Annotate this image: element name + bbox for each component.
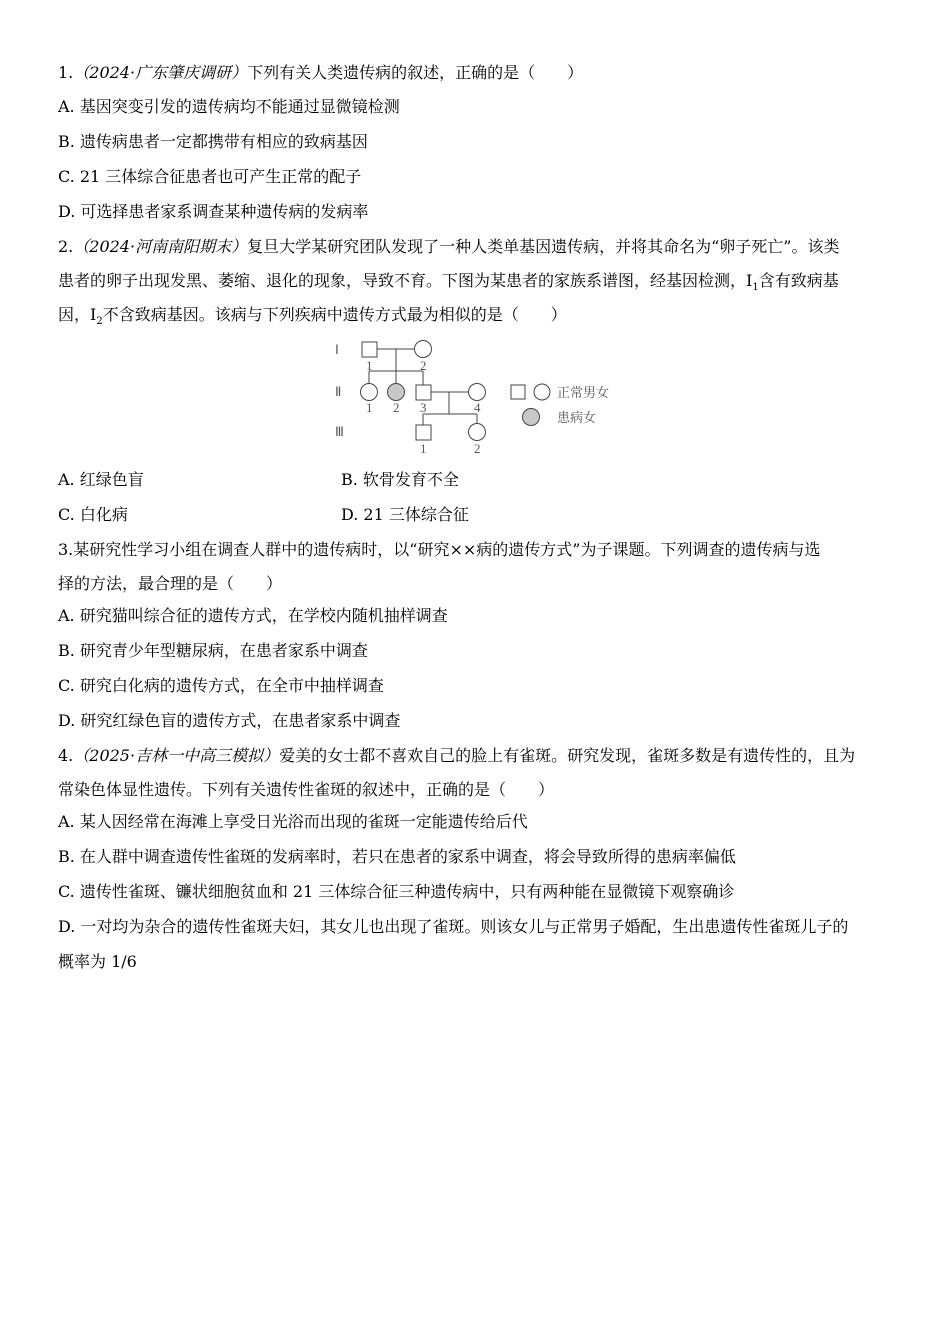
gen3-male-1 <box>416 425 431 440</box>
question-1-number: 1. <box>58 63 74 82</box>
svg-text:2: 2 <box>420 358 427 373</box>
svg-text:1: 1 <box>366 358 373 373</box>
question-1-option-b: B. 遗传病患者一定都携带有相应的致病基因 <box>58 132 368 151</box>
question-1-source: （2024·广东肇庆调研） <box>73 63 248 82</box>
question-2-text-line1: 复旦大学某研究团队发现了一种人类单基因遗传病，并将其命名为“卵子死亡”。该类 <box>247 237 840 256</box>
legend-normal-label: 正常男女 <box>557 385 610 400</box>
question-1-option-d: D. 可选择患者家系调查某种遗传病的发病率 <box>58 202 369 221</box>
question-4-option-d: D. 一对均为杂合的遗传性雀斑夫妇，其女儿也出现了雀斑。则该女儿与正常男子婚配，生出患遗传性雀斑儿子的 <box>58 917 849 936</box>
question-1-text: 下列有关人类遗传病的叙述，正确的是（ ） <box>247 63 584 82</box>
legend-affected-female-icon <box>523 409 540 426</box>
question-4-text-line1: 爱美的女士都不喜欢自己的脸上有雀斑。研究发现，雀斑多数是有遗传性的，且为 <box>279 746 856 765</box>
svg-text:4: 4 <box>474 400 481 415</box>
question-2-option-c: C. 白化病 <box>58 505 128 524</box>
question-2-text-line3: 因，$Ⅰ_2$不含致病基因。该病与下列疾病中遗传方式最为相似的是（ ） <box>58 305 567 328</box>
gen1-female-2 <box>415 341 432 358</box>
gen3-female-2 <box>469 424 486 441</box>
question-4-option-b: B. 在人群中调查遗传性雀斑的发病率时，若只在患者的家系中调查，将会导致所得的患病率偏低 <box>58 847 736 866</box>
legend-normal-male-icon <box>511 385 525 399</box>
question-4-source: （2025·吉林一中高三模拟） <box>73 746 280 765</box>
question-2-option-a: A. 红绿色盲 <box>58 470 144 489</box>
question-2-number: 2. <box>58 237 74 256</box>
question-3-option-c: C. 研究白化病的遗传方式，在全市中抽样调查 <box>58 676 384 695</box>
question-3-option-a: A. 研究猫叫综合征的遗传方式，在学校内随机抽样调查 <box>58 606 448 625</box>
svg-text:2: 2 <box>393 400 400 415</box>
gen2-male-3 <box>416 385 431 400</box>
question-4-option-d-continued: 概率为 1/6 <box>58 952 137 971</box>
pedigree-diagram <box>327 338 627 460</box>
question-2-stem <box>58 236 839 258</box>
question-4-option-a: A. 某人因经常在海滩上享受日光浴而出现的雀斑一定能遗传给后代 <box>58 812 528 831</box>
gen2-female-2-affected <box>388 384 405 401</box>
question-2-option-d: D. 21 三体综合征 <box>341 505 469 524</box>
svg-text:1: 1 <box>366 400 373 415</box>
question-4-text-line2: 常染色体显性遗传。下列有关遗传性雀斑的叙述中，正确的是（ ） <box>58 780 555 799</box>
question-1-stem <box>58 62 583 84</box>
gen2-female-4 <box>469 384 486 401</box>
question-1-option-c: C. 21 三体综合征患者也可产生正常的配子 <box>58 167 362 186</box>
question-3-text-line2: 择的方法，最合理的是（ ） <box>58 574 283 593</box>
svg-text:2: 2 <box>474 441 481 456</box>
question-3-number: 3. <box>58 540 74 559</box>
svg-text:1: 1 <box>420 441 427 456</box>
question-1-option-a: A. 基因突变引发的遗传病均不能通过显微镜检测 <box>58 97 400 116</box>
gen-label-I: Ⅰ <box>335 342 339 357</box>
gen-label-II: Ⅱ <box>335 384 342 399</box>
legend-affected-label: 患病女 <box>557 410 597 425</box>
question-2-source: （2024·河南南阳期末） <box>73 237 248 256</box>
question-4-number: 4. <box>58 746 74 765</box>
question-3-stem <box>58 539 820 561</box>
question-3-option-b: B. 研究青少年型糖尿病，在患者家系中调查 <box>58 641 368 660</box>
question-4-option-c: C. 遗传性雀斑、镰状细胞贫血和 21 三体综合征三种遗传病中，只有两种能在显微镜下观察确诊 <box>58 882 735 901</box>
question-3-option-d: D. 研究红绿色盲的遗传方式，在患者家系中调查 <box>58 711 401 730</box>
question-2-option-b: B. 软骨发育不全 <box>341 470 459 489</box>
legend-normal-female-icon <box>534 384 550 400</box>
svg-text:3: 3 <box>420 400 427 415</box>
question-4-stem <box>58 745 855 767</box>
gen2-female-1 <box>361 384 378 401</box>
question-3-text-line1: 某研究性学习小组在调查人群中的遗传病时，以“研究××病的遗传方式”为子课题。下列调查的遗传病与选 <box>73 540 821 559</box>
gen-label-III: Ⅲ <box>335 424 344 439</box>
gen1-male-1 <box>362 342 377 357</box>
question-2-text-line2: 患者的卵子出现发黑、萎缩、退化的现象，导致不育。下图为某患者的家族系谱图，经基因检测，$Ⅰ_1$含有致病基 <box>58 271 839 294</box>
